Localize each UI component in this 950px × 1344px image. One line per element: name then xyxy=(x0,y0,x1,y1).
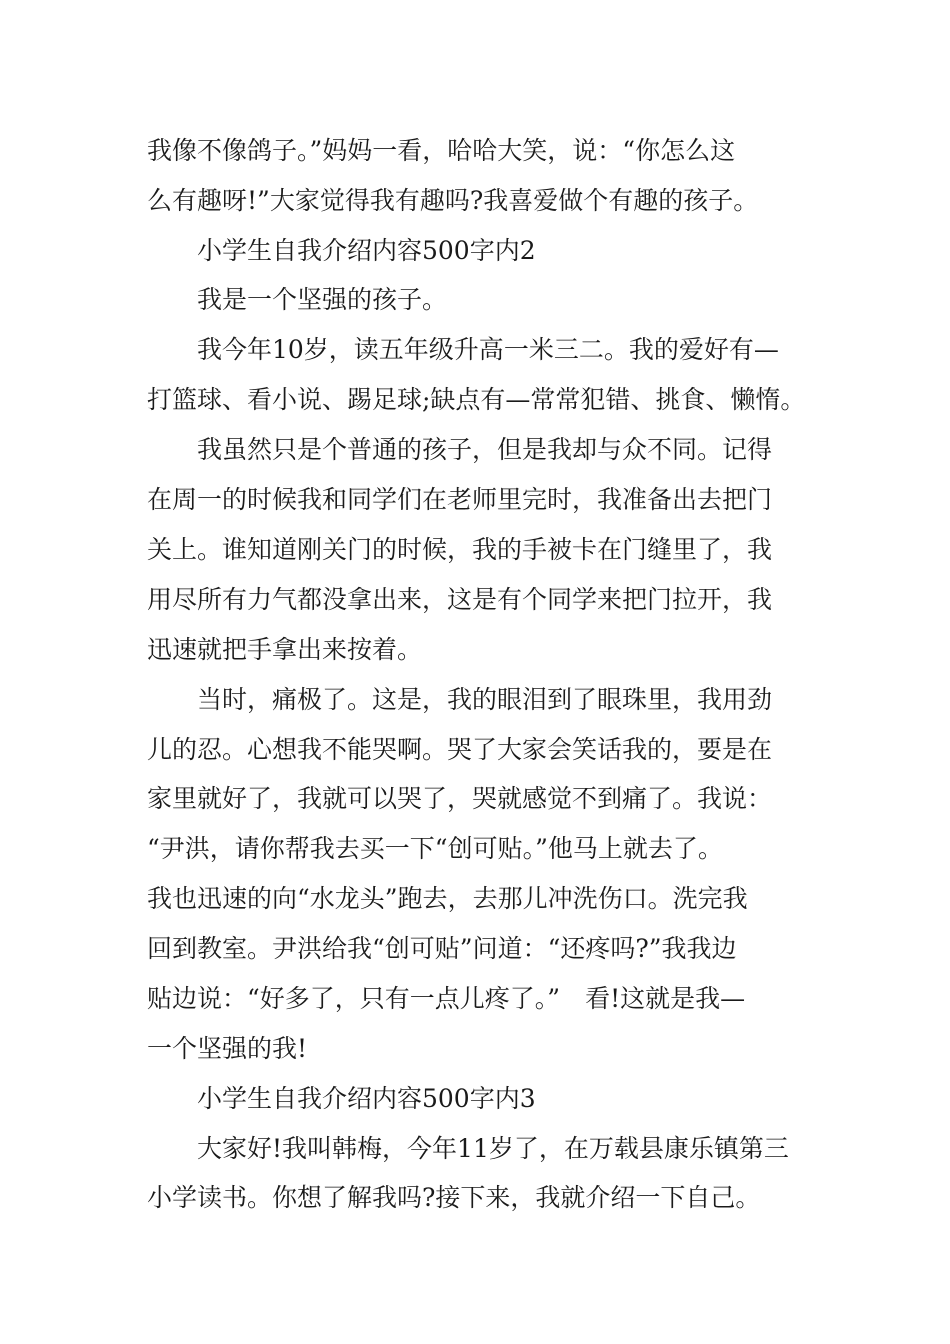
text-line: 家里就好了，我就可以哭了，哭就感觉不到痛了。我说： xyxy=(147,784,773,813)
text-line: 用尽所有力气都没拿出来，这是有个同学来把门拉开，我 xyxy=(147,585,773,614)
text-line: 迅速就把手拿出来按着。 xyxy=(147,635,423,664)
text-line: 回到教室。尹洪给我“创可贴”问道：“还疼吗?”我我边 xyxy=(147,934,737,963)
text-line: 关上。谁知道刚关门的时候，我的手被卡在门缝里了，我 xyxy=(147,535,773,564)
text-line: 我像不像鸽子。”妈妈一看，哈哈大笑，说：“你怎么这 xyxy=(147,136,736,165)
text-line: 我今年10岁，读五年级升高一米三二。我的爱好有— xyxy=(197,335,779,364)
text-line: 大家好!我叫韩梅，今年11岁了，在万载县康乐镇第三 xyxy=(197,1134,789,1163)
text-line: 么有趣呀!”大家觉得我有趣吗?我喜爱做个有趣的孩子。 xyxy=(147,186,759,215)
text-line: 我虽然只是个普通的孩子，但是我却与众不同。记得 xyxy=(197,435,773,464)
text-line: 一个坚强的我! xyxy=(147,1034,308,1063)
text-line: 打篮球、看小说、踢足球;缺点有—常常犯错、挑食、懒惰。 xyxy=(147,385,806,414)
text-line: 当时，痛极了。这是，我的眼泪到了眼珠里，我用劲 xyxy=(197,685,773,714)
section-heading: 小学生自我介绍内容500字内3 xyxy=(197,1084,536,1113)
text-line: 我也迅速的向“水龙头”跑去，去那儿冲洗伤口。洗完我 xyxy=(147,884,748,913)
text-line: 我是一个坚强的孩子。 xyxy=(197,285,448,314)
text-line: 在周一的时候我和同学们在老师里完时，我准备出去把门 xyxy=(147,485,773,514)
text-line: 贴边说：“好多了，只有一点儿疼了。” 看!这就是我— xyxy=(147,984,746,1013)
text-line: 小学读书。你想了解我吗?接下来，我就介绍一下自己。 xyxy=(147,1183,761,1212)
text-line: “尹洪，请你帮我去买一下“创可贴。”他马上就去了。 xyxy=(147,834,723,863)
section-heading: 小学生自我介绍内容500字内2 xyxy=(197,236,536,265)
text-line: 儿的忍。心想我不能哭啊。哭了大家会笑话我的，要是在 xyxy=(147,735,773,764)
